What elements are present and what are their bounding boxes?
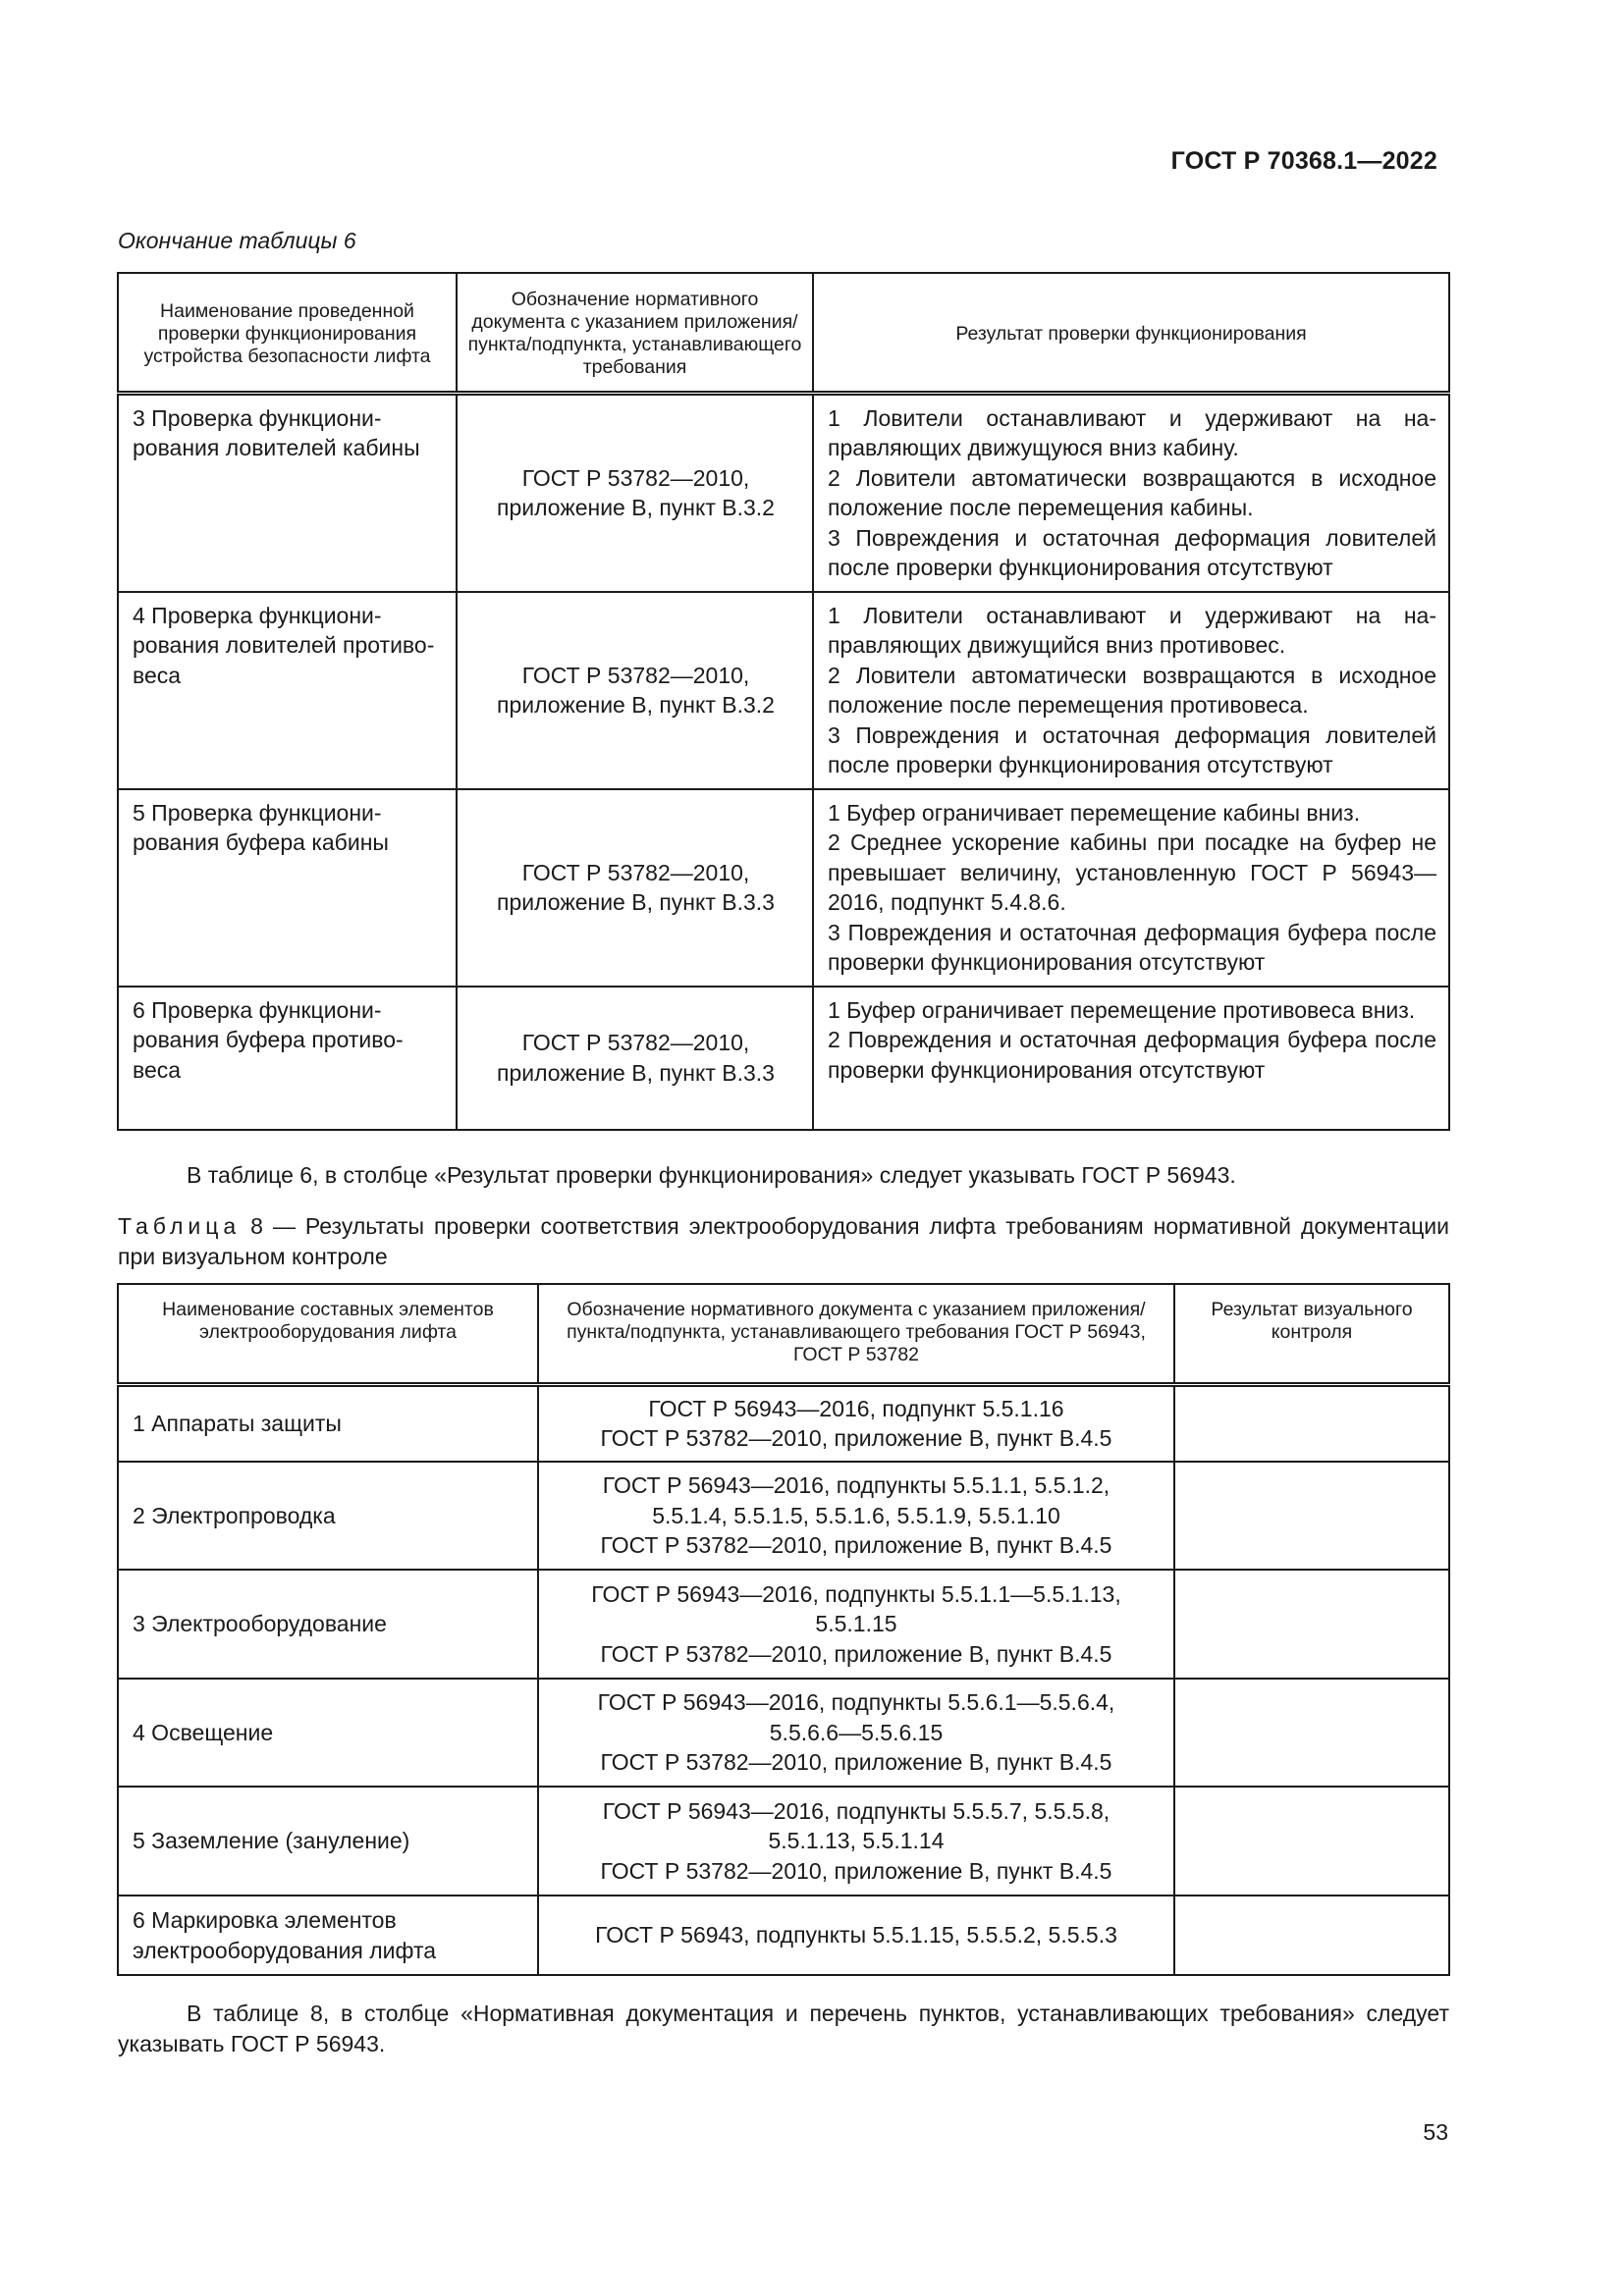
table8-col-doc-header: Обозначение нормативного документа с указанием приложения/пункта/подпункта, устанавливающего требования ГОСТ Р 56943, ГОСТ Р 53782 [538,1284,1174,1384]
table6-row1-result: 1 Ловители останавливают и удерживают на направляющих движущуюся вниз кабину. 2 Ловители автоматически возвращаются в исходное положение после перемещения кабины. 3 Повреждения и остаточная деформация ловителей после проверки функционирования отсутствуют [813,393,1449,592]
table6-row4-name: 6 Проверка функционирования буфера противовеса [118,987,457,1130]
table8-row2-result [1174,1462,1449,1570]
table8-row2-name: 2 Электропроводка [118,1462,538,1570]
table6-row2-result: 1 Ловители останавливают и удерживают на направляющих движущийся вниз противовес. 2 Ловители автоматически возвращаются в исходное положение после перемещения противовеса. 3 Повреждения и остаточная деформация ловителей после проверки функционирования отсутствуют [813,592,1449,789]
table6-row1-doc: ГОСТ Р 53782—2010, приложение В, пункт В.3.2 [457,393,813,592]
table8-row6-name: 6 Маркировка элементов электрооборудования лифта [118,1896,538,1975]
table8-row5-name: 5 Заземление (зануление) [118,1787,538,1896]
table-row [118,1384,1449,1462]
table6-col-doc-header: Обозначение нормативного документа с указанием приложения/пункта/подпункта, устанавливающего требования [457,273,813,393]
table6-row3-name: 5 Проверка функционирования буфера кабины [118,789,457,987]
table8-row5-doc: ГОСТ Р 56943—2016, подпункты 5.5.5.7, 5.5.5.8, 5.5.1.13, 5.5.1.14 ГОСТ Р 53782—2010, приложение В, пункт В.4.5 [538,1787,1174,1896]
table8-row6-doc: ГОСТ Р 56943, подпункты 5.5.1.15, 5.5.5.2, 5.5.5.3 [538,1896,1174,1975]
table8-row5-result [1174,1787,1449,1896]
document-code: ГОСТ Р 70368.1—2022 [1170,147,1437,175]
table8-row2-doc: ГОСТ Р 56943—2016, подпункты 5.5.1.1, 5.5.1.2, 5.5.1.4, 5.5.1.5, 5.5.1.6, 5.5.1.9, 5.5.1.10 ГОСТ Р 53782—2010, приложение В, пункт В.4.5 [538,1462,1174,1570]
table8-title-text: 8 — Результаты проверки соответствия электрооборудования лифта требованиям нормативной документации при визуальном контроле [118,1213,1449,1269]
table6-col-result-header: Результат проверки функционирования [813,273,1449,393]
table-row [118,789,1449,987]
table8-row1-doc: ГОСТ Р 56943—2016, подпункт 5.5.1.16 ГОСТ Р 53782—2010, приложение В, пункт В.4.5 [538,1384,1174,1462]
table6-row1-name: 3 Проверка функционирования ловителей кабины [118,393,457,592]
table-row [118,1679,1449,1787]
table-row [118,1896,1449,1975]
table8-label: Таблица [118,1213,242,1239]
table-row [118,592,1449,789]
table-row [118,987,1449,1130]
table8-row4-name: 4 Освещение [118,1679,538,1787]
page-number: 53 [1423,2119,1448,2145]
table8-row3-doc: ГОСТ Р 56943—2016, подпункты 5.5.1.1—5.5.1.13, 5.5.1.15 ГОСТ Р 53782—2010, приложение В, пункт В.4.5 [538,1570,1174,1679]
table8-note: В таблице 8, в столбце «Нормативная документация и перечень пунктов, устанавливающих требования» следует указывать ГОСТ Р 56943. [118,2001,1449,2056]
table6-row4-doc: ГОСТ Р 53782—2010, приложение В, пункт В.3.3 [457,987,813,1130]
table-row [118,1462,1449,1570]
table6-row4-result: 1 Буфер ограничивает перемещение противовеса вниз. 2 Повреждения и остаточная деформация буфера после проверки функционирования отсутствуют [813,987,1449,1130]
table6-row2-name: 4 Проверка функционирования ловителей противовеса [118,592,457,789]
table6-col-name-header: Наименование проведенной проверки функционирования устройства безопасности лифта [118,273,457,393]
table-row [118,1570,1449,1679]
table8-col-result-header: Результат визуального контроля [1174,1284,1449,1384]
table8-row1-result [1174,1384,1449,1462]
table6-caption: Окончание таблицы 6 [118,228,356,253]
table8-title [118,1211,1449,1272]
table6-row3-result: 1 Буфер ограничивает перемещение кабины вниз. 2 Среднее ускорение кабины при посадке на буфер не превышает величину, установленную ГОСТ Р 56943—2016, подпункт 5.4.8.6. 3 Повреждения и остаточная деформация буфера после проверки функционирования отсутствуют [813,789,1449,987]
table8-row6-result [1174,1896,1449,1975]
table-8 [117,1283,1450,1976]
table-row [118,393,1449,592]
table6-note: В таблице 6, в столбце «Результат проверки функционирования» следует указывать ГОСТ Р 56943. [187,1162,1236,1188]
table8-row1-name: 1 Аппараты защиты [118,1384,538,1462]
table-6 [117,272,1450,1131]
table8-row4-result [1174,1679,1449,1787]
table6-row2-doc: ГОСТ Р 53782—2010, приложение В, пункт В.3.2 [457,592,813,789]
table6-row3-doc: ГОСТ Р 53782—2010, приложение В, пункт В.3.3 [457,789,813,987]
table8-row3-result [1174,1570,1449,1679]
table8-row3-name: 3 Электрооборудование [118,1570,538,1679]
table8-row4-doc: ГОСТ Р 56943—2016, подпункты 5.5.6.1—5.5.6.4, 5.5.6.6—5.5.6.15 ГОСТ Р 53782—2010, приложение В, пункт В.4.5 [538,1679,1174,1787]
table8-col-name-header: Наименование составных элементов электрооборудования лифта [118,1284,538,1384]
table-row [118,1787,1449,1896]
